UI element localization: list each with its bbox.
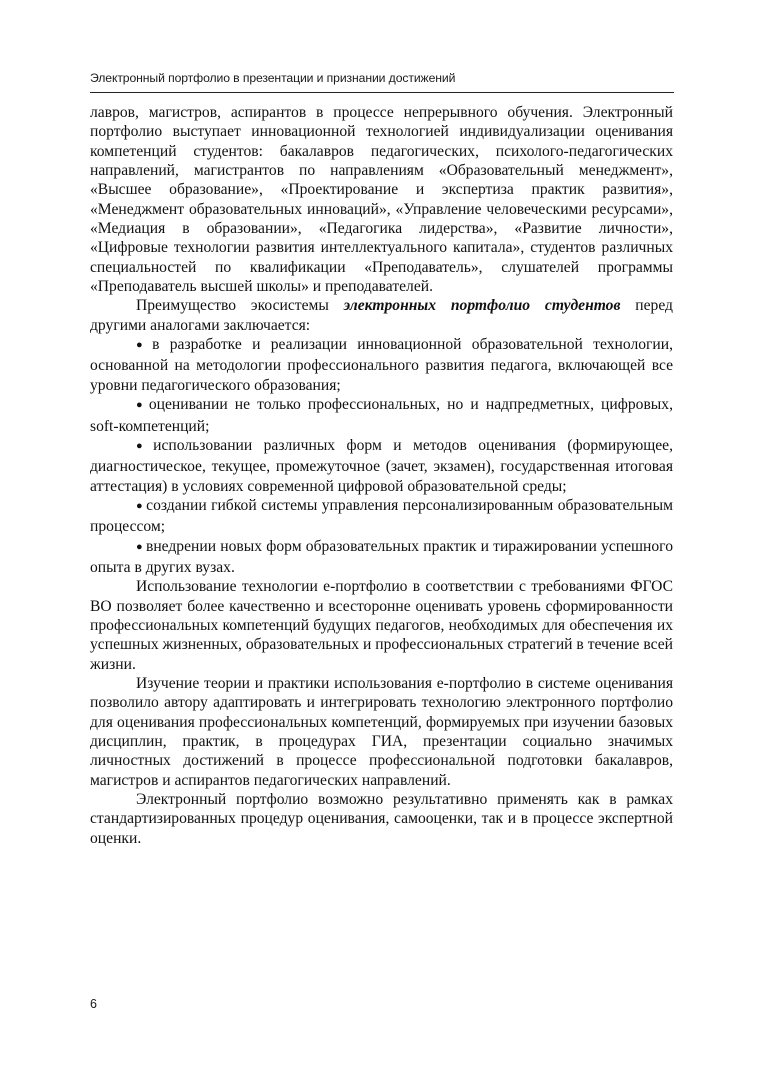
paragraph-application: Электронный портфолио возможно результативно применять как в рамках стандартизированных процедур оценивания, самооценки, так и в процессе экспертной оценки. [90,791,673,847]
paragraph-tail: перед другими аналогами заключается: [90,297,673,334]
list-item [90,436,673,496]
emphasis-term: электронных портфолио студентов [343,297,621,315]
paragraph-study: Изучение теории и практики использования е-портфолио в системе оценивания позволило автору адаптировать и интегрировать технологию электронного портфолио для оценивания профессиональных компетенций, формируемых при изучении базовых дисциплин, практик, в процедурах ГИА, презентации социально значимых личностных достижений в процессе профессиональной подготовки бакалавров, магистров и аспирантов педагогических направлений. [90,674,673,789]
list-item [90,335,673,395]
bullet-list [90,335,673,577]
body-text [90,103,673,848]
page-number: 6 [90,997,97,1011]
bullet-icon: ● [136,499,144,512]
paragraph-fgos: Использование технологии е-портфолио в соответствии с требованиями ФГОС ВО позволяет более качественно и всесторонне оценивать уровень сформированности профессиональных компетенций будущих педагогов, необходимых для обеспечения их успешных жизненных, образовательных и профессиональных стратегий в течение всей жизни. [90,578,673,673]
list-item-text: оценивании не только профессиональных, но и надпредметных, цифровых, soft-компетенций; [90,396,673,435]
bullet-icon: ● [136,339,150,352]
list-item [90,537,673,578]
paragraph-lead: Преимущество экосистемы [136,297,344,315]
running-header: Электронный портфолио в презентации и признании достижений [90,71,456,85]
list-item-text: в разработке и реализации инновационной образовательной технологии, основанной на методологии профессионального развития педагога, включающей все уровни педагогического образования; [90,336,674,394]
bullet-icon: ● [136,540,143,553]
bullet-icon: ● [136,399,146,412]
list-item [90,496,673,537]
list-item-text: использовании различных форм и методов оценивания (формирующее, диагностическое, текущее, промежуточное (зачет, экзамен), государственная итоговая аттестация) в условиях современной цифровой образовательной среды; [90,436,673,495]
header-divider [90,92,674,93]
paragraph-ecosystem-advantage [90,296,673,335]
list-item-text: создании гибкой системы управления персонализированным образовательным процессом; [90,496,673,536]
paragraph-continuation: лавров, магистров, аспирантов в процессе непрерывного обучения. Электронный портфолио выступает инновационной технологией индивидуализации оценивания компетенций студентов: бакалавров педагогических, психолого-педагогических направлений, магистрантов по направлениям «Образовательный менеджмент», «Высшее образование», «Проектирование и экспертиза практик развития», «Менеджмент образовательных инноваций», «Управление человеческими ресурсами», «Медиация в образовании», «Педагогика лидерства», «Развитие личности», «Цифровые технологии развития интеллектуального капитала», студентов различных специальностей по квалификации «Преподаватель», слушателей программы «Преподаватель высшей школы» и преподавателей. [90,104,673,296]
list-item-text: внедрении новых форм образовательных практик и тиражировании успешного опыта в других вузах. [90,537,673,576]
bullet-icon: ● [136,439,151,452]
list-item [90,395,673,436]
